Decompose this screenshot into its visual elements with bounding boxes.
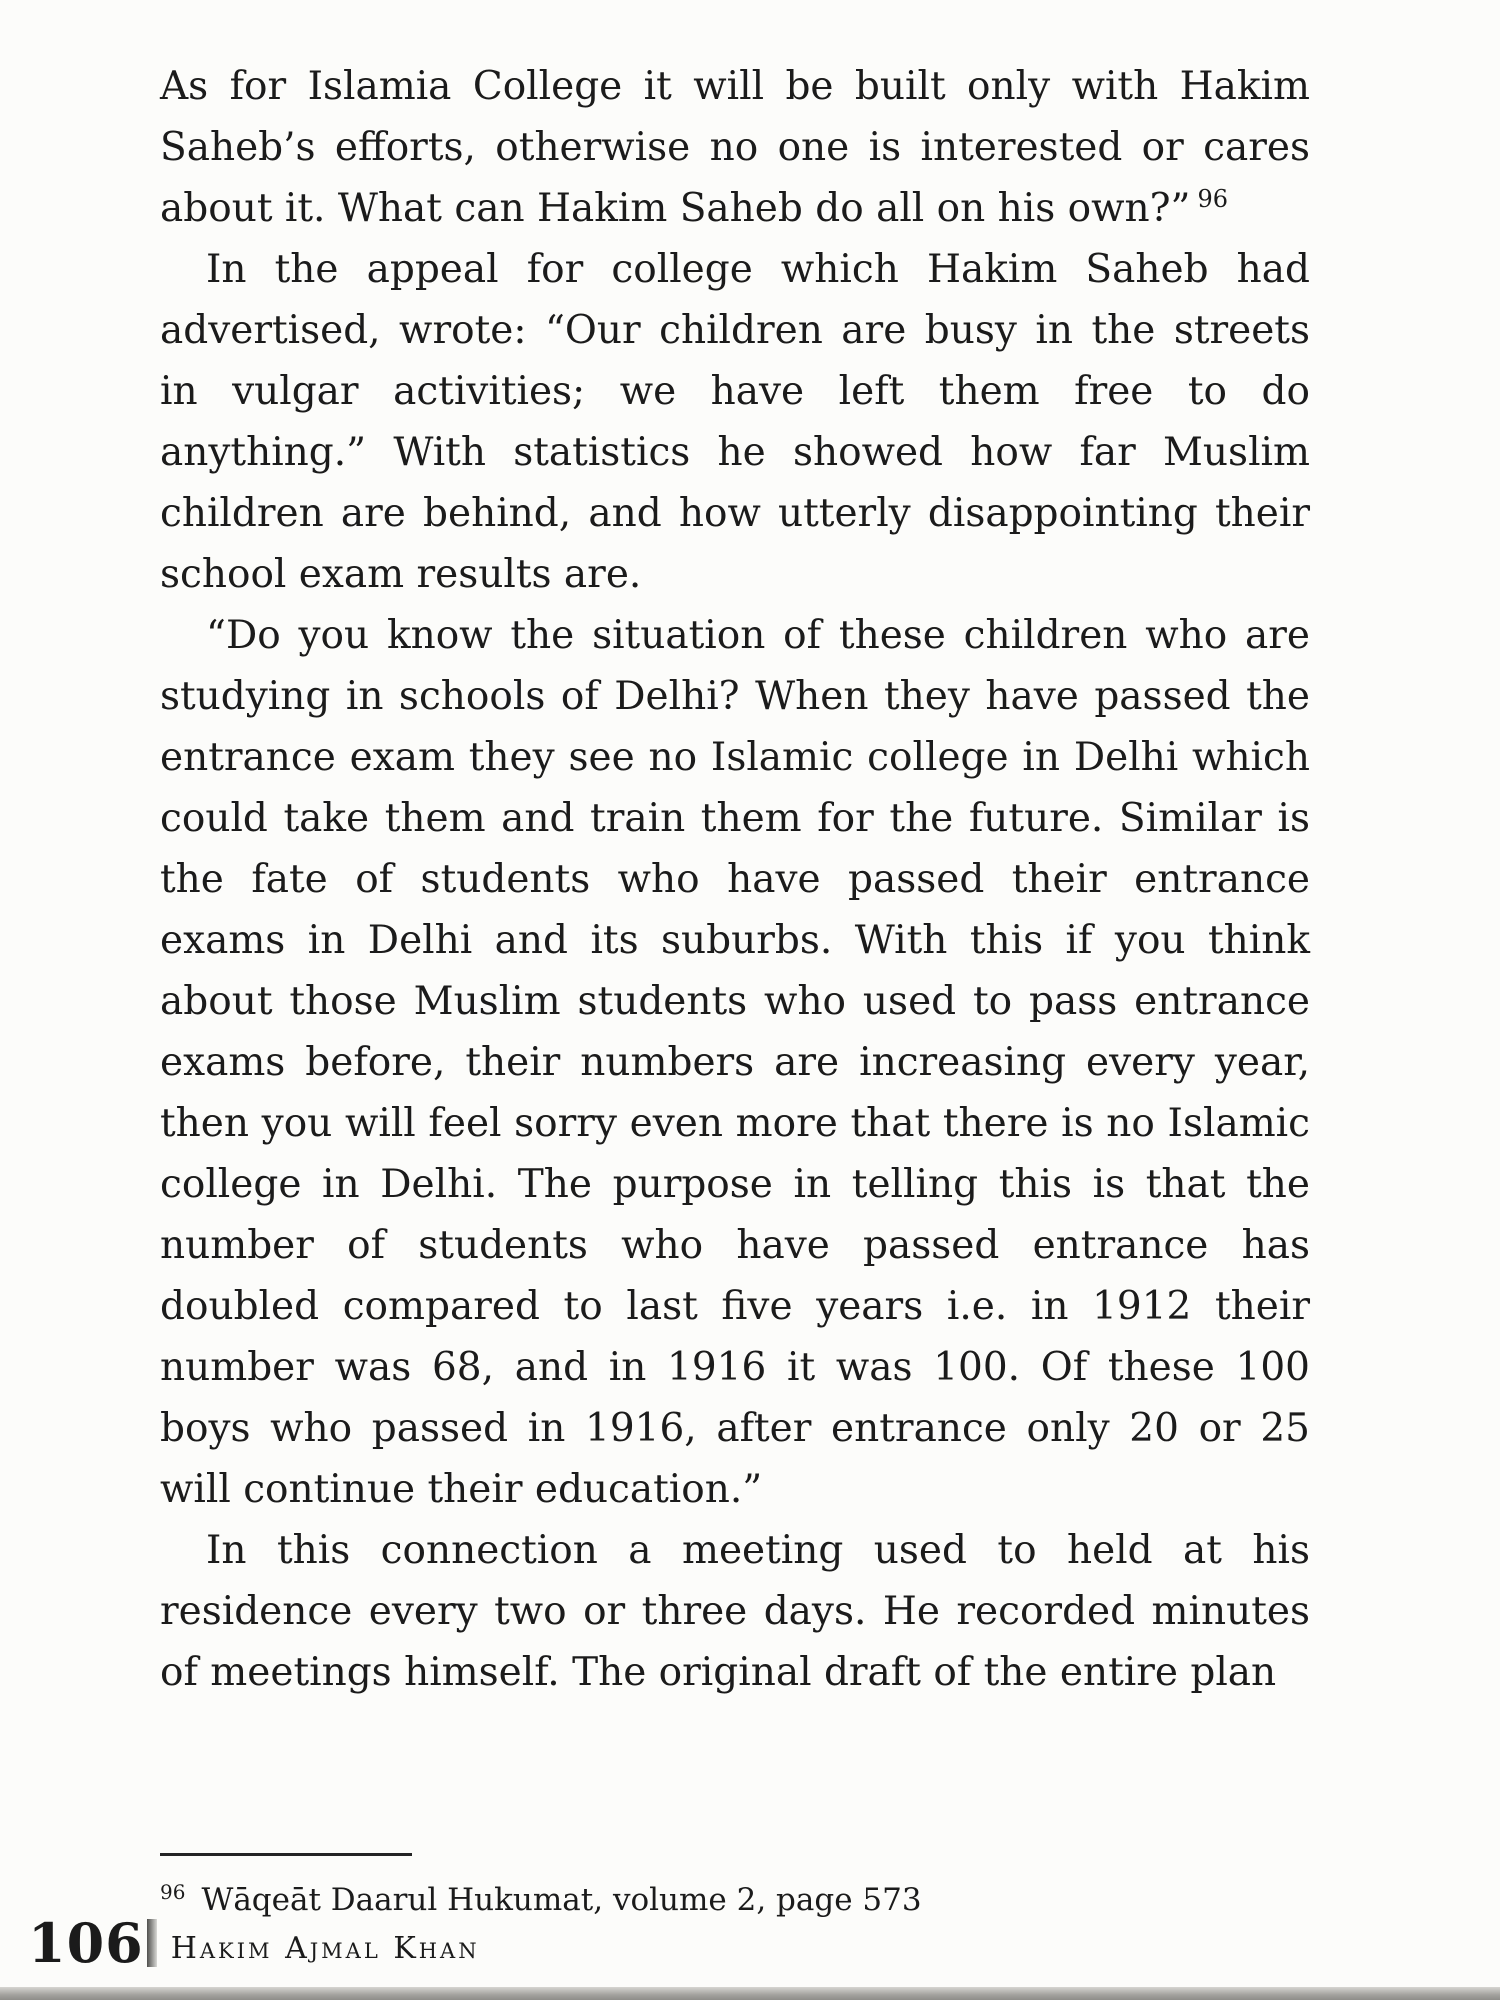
footnote-reference: 96 <box>1197 185 1229 213</box>
footnote-marker: 96 <box>160 1879 186 1904</box>
paragraph <box>160 605 1310 1520</box>
footnote <box>160 1880 1310 1920</box>
footnote-section <box>160 1853 1310 1920</box>
footnote-separator <box>160 1853 412 1856</box>
footnote-text: Wāqeāt Daarul Hukumat, volume 2, page 573 <box>201 1882 922 1918</box>
paragraph <box>160 1520 1310 1703</box>
footer-divider-bar <box>147 1919 157 1967</box>
paragraph-text: As for Islamia College it will be built only with Hakim Saheb’s efforts, otherwise no one is interested or cares about it. What can Hakim Saheb do all on his own?” <box>160 64 1310 231</box>
scan-bottom-edge <box>0 1987 1500 2000</box>
page-footer <box>28 1911 480 1975</box>
running-title: Hakim Ajmal Khan <box>170 1930 480 1966</box>
body-text <box>160 56 1310 1703</box>
paragraph <box>160 239 1310 605</box>
page-number: 106 <box>28 1911 144 1975</box>
paragraph-text: In the appeal for college which Hakim Saheb had advertised, wrote: “Our children are busy in the streets in vulgar activities; we have left them free to do anything.” With statistics he showed how far Muslim children are behind, and how utterly disappointing their school exam results are. <box>160 247 1310 597</box>
paragraph-text: “Do you know the situation of these children who are studying in schools of Delhi? When they have passed the entrance exam they see no Islamic college in Delhi which could take them and train them for the future. Similar is the fate of students who have passed their entrance exams in Delhi and its suburbs. With this if you think about those Muslim students who used to pass entrance exams before, their numbers are increasing every year, then you will feel sorry even more that there is no Islamic college in Delhi. The purpose in telling this is that the number of students who have passed entrance has doubled compared to last five years i.e. in 1912 their number was 68, and in 1916 it was 100. Of these 100 boys who passed in 1916, after entrance only 20 or 25 will continue their education.” <box>160 613 1310 1512</box>
paragraph <box>160 56 1310 239</box>
paragraph-text: In this connection a meeting used to held at his residence every two or three days. He recorded minutes of meetings himself. The original draft of the entire plan <box>160 1528 1310 1695</box>
